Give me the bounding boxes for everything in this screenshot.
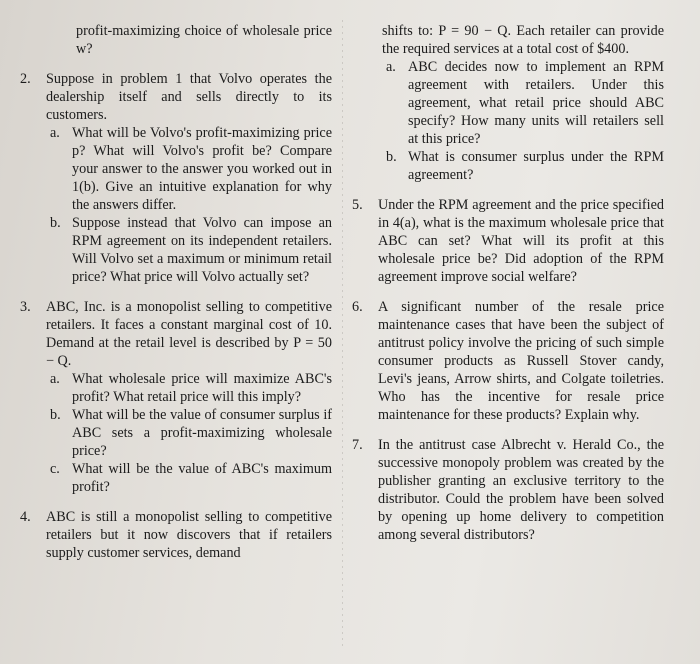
left-column (20, 22, 332, 562)
sub-text: ABC decides now to implement an RPM agreement with retailers. Under this agreement, what retail price should ABC specify? How many units will retailers sell at this price? (408, 59, 664, 147)
sub-text: Suppose instead that Volvo can impose an RPM agreement on its independent retailers. Will Volvo set a maximum or minimum retail price? What price will Volvo actually set? (72, 215, 332, 285)
sub-text: What will be the value of consumer surplus if ABC sets a profit-maximizing wholesale price? (72, 407, 332, 459)
q4-continuation (382, 22, 664, 184)
q4-continuation-text: shifts to: P = 90 − Q. Each retailer can provide the required services at a total cost of $400. (382, 23, 664, 57)
sub-text: What is consumer surplus under the RPM agreement? (408, 149, 664, 183)
question-6 (352, 298, 664, 424)
question-number: 6. (352, 299, 363, 315)
question-text: A significant number of the resale price maintenance cases that have been the subject of antitrust policy involve the pricing of such simple consumer products as Russell Stover candy, Levi's jeans, Arrow shirts, and Colgate toiletries. Who has the incentive for resale price maintenance for these products? Explain why. (378, 299, 664, 423)
subquestion-4b (382, 148, 664, 184)
question-text: ABC, Inc. is a monopolist selling to competitive retailers. It faces a constant marginal cost of 10. Demand at the retail level is described by P = 50 − Q. (46, 299, 332, 369)
question-number: 2. (20, 71, 31, 87)
sub-label: b. (50, 407, 61, 423)
sub-label: a. (50, 371, 60, 387)
question-number: 3. (20, 299, 31, 315)
q1-continuation (20, 22, 332, 58)
question-7 (352, 436, 664, 544)
sub-text: What will be the value of ABC's maximum profit? (72, 461, 332, 495)
sub-text: What wholesale price will maximize ABC's profit? What retail price will this imply? (72, 371, 332, 405)
sub-label: b. (50, 215, 61, 231)
question-4 (20, 508, 332, 562)
column-divider (342, 20, 343, 650)
question-text: Under the RPM agreement and the price specified in 4(a), what is the maximum wholesale price that ABC can set? What will its profit at this wholesale price be? Did adoption of the RPM agreement improve social welfare? (378, 197, 664, 285)
sub-label: c. (50, 461, 60, 477)
question-number: 4. (20, 509, 31, 525)
question-text: Suppose in problem 1 that Volvo operates the dealership itself and sells directly to its customers. (46, 71, 332, 123)
subquestion-3a (46, 370, 332, 406)
subquestion-3b (46, 406, 332, 460)
sub-label: b. (386, 149, 397, 165)
subquestion-3c (46, 460, 332, 496)
subquestion-2a (46, 124, 332, 214)
question-5 (352, 196, 664, 286)
right-column (352, 22, 664, 544)
question-2 (20, 70, 332, 286)
sub-text: What will be Volvo's profit-maximizing price p? What will Volvo's profit be? Compare your answer to the answer you worked out in 1(b). Give an intuitive explanation for why the answers differ. (72, 125, 332, 213)
sub-label: a. (50, 125, 60, 141)
q1-continuation-text: profit-maximizing choice of wholesale price w? (76, 23, 332, 57)
question-text: In the antitrust case Albrecht v. Herald Co., the successive monopoly problem was created by the publisher granting an exclusive territory to the distributor. Could the problem have been solved by opening up home delivery to competition among several distributors? (378, 437, 664, 543)
subquestion-4a (382, 58, 664, 148)
question-3 (20, 298, 332, 496)
sub-label: a. (386, 59, 396, 75)
subquestion-2b (46, 214, 332, 286)
question-number: 5. (352, 197, 363, 213)
question-text: ABC is still a monopolist selling to competitive retailers but it now discovers that if retailers supply customer services, demand (46, 509, 332, 561)
question-number: 7. (352, 437, 363, 453)
